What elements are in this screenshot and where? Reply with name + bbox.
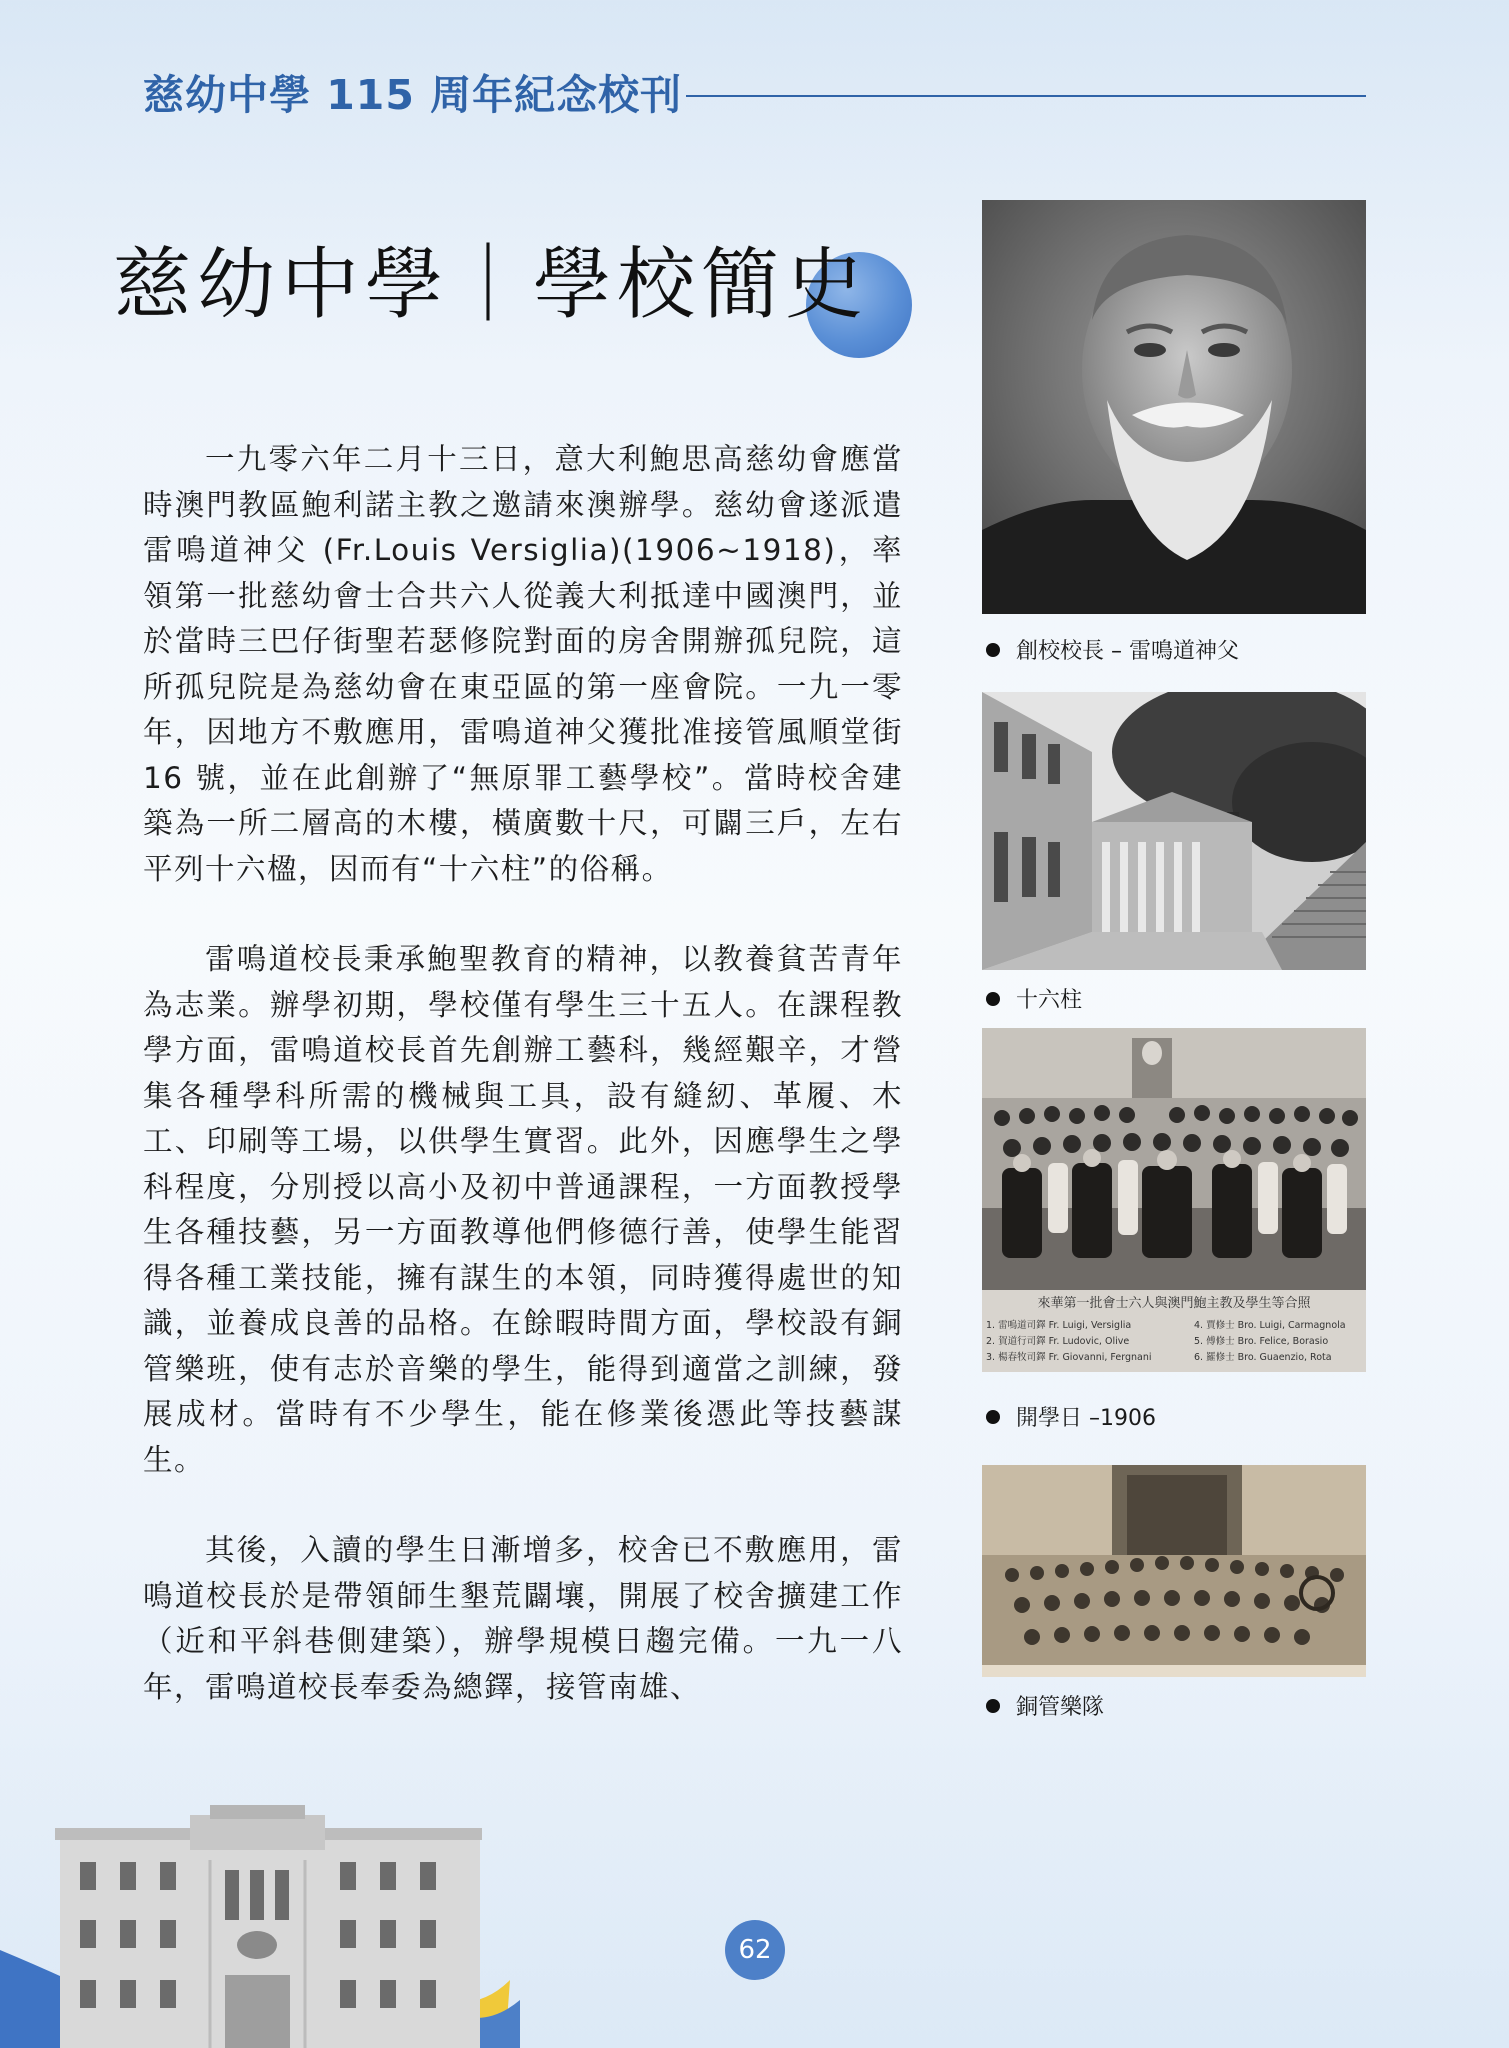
caption-brass-band: 銅管樂隊: [982, 1690, 1104, 1721]
school-building-illustration: [0, 1800, 520, 2048]
bullet-icon: [986, 643, 1000, 657]
caption-opening-day: 開學日 –1906: [982, 1401, 1156, 1432]
band-photo: [982, 1465, 1366, 1677]
paragraph-2: 雷鳴道校長秉承鮑聖教育的精神，以教養貧苦青年為志業。辦學初期，學校僅有學生三十五人。在課程教學方面，雷鳴道校長首先創辦工藝科，幾經艱辛，才營集各種學科所需的機械與工具，設有縫紉、革履、木工、印刷等工場，以供學生實習。此外，因應學生之學科程度，分別授以高小及初中普通課程，一方面教授學生各種技藝，另一方面教導他們修德行善，使學生能習得各種工業技能，擁有謀生的本領，同時獲得處世的知識，並養成良善的品格。在餘暇時間方面，學校設有銅管樂班，使有志於音樂的學生，能得到適當之訓練，發展成材。當時有不少學生，能在修業後憑此等技藝謀生。: [143, 942, 903, 1477]
header-rule: [686, 95, 1366, 97]
building-photo: [982, 692, 1366, 970]
article-body: [143, 437, 903, 1755]
bullet-icon: [986, 992, 1000, 1006]
group-photo-banner: 來華第一批會士六人與澳門鮑主教及學生等合照: [1037, 1296, 1311, 1311]
group-photo-legend-right: 4. 賈修士 Bro. Luigi, Carmagnola 5. 傅修士 Bro. Felice, Borasio 6. 羅修士 Bro. Guaenzio, Rota: [1194, 1320, 1346, 1363]
paragraph-3: 其後，入讀的學生日漸增多，校舍已不敷應用，雷鳴道校長於是帶領師生墾荒闢壤，開展了校舍擴建工作（近和平斜巷側建築），辦學規模日趨完備。一九一八年，雷鳴道校長奉委為總鐸，接管南雄、: [143, 1533, 903, 1704]
caption-sixteen-pillars: 十六柱: [982, 983, 1082, 1014]
group-photo: [982, 1028, 1366, 1372]
caption-founder: 創校校長 – 雷鳴道神父: [982, 634, 1239, 665]
bullet-icon: [986, 1699, 1000, 1713]
paragraph-1: 一九零六年二月十三日，意大利鮑思高慈幼會應當時澳門教區鮑利諾主教之邀請來澳辦學。慈幼會遂派遣雷鳴道神父 (Fr.Louis Versiglia)(1906~1918)，率領第一批慈幼會士合共六人從義大利抵達中國澳門，並於當時三巴仔街聖若瑟修院對面的房舍開辦孤兒院，這所孤兒院是為慈幼會在東亞區的第一座會院。一九一零年，因地方不敷應用，雷鳴道神父獲批准接管風順堂街 16 號，並在此創辦了“無原罪工藝學校”。當時校舍建築為一所二層高的木樓，橫廣數十尺，可闢三戶，左右平列十六楹，因而有“十六柱”的俗稱。: [143, 442, 903, 886]
page-title: 慈幼中學｜學校簡史: [113, 240, 870, 330]
portrait-photo: [982, 200, 1366, 614]
page-number-badge: 62: [725, 1920, 785, 1980]
header-title: 慈幼中學 115 周年紀念校刊: [143, 71, 683, 119]
bullet-icon: [986, 1410, 1000, 1424]
group-photo-legend-left: 1. 雷鳴道司鐸 Fr. Luigi, Versiglia 2. 賀道行司鐸 Fr. Ludovic, Olive 3. 楊春牧司鐸 Fr. Giovanni, Fergnani: [986, 1320, 1152, 1363]
